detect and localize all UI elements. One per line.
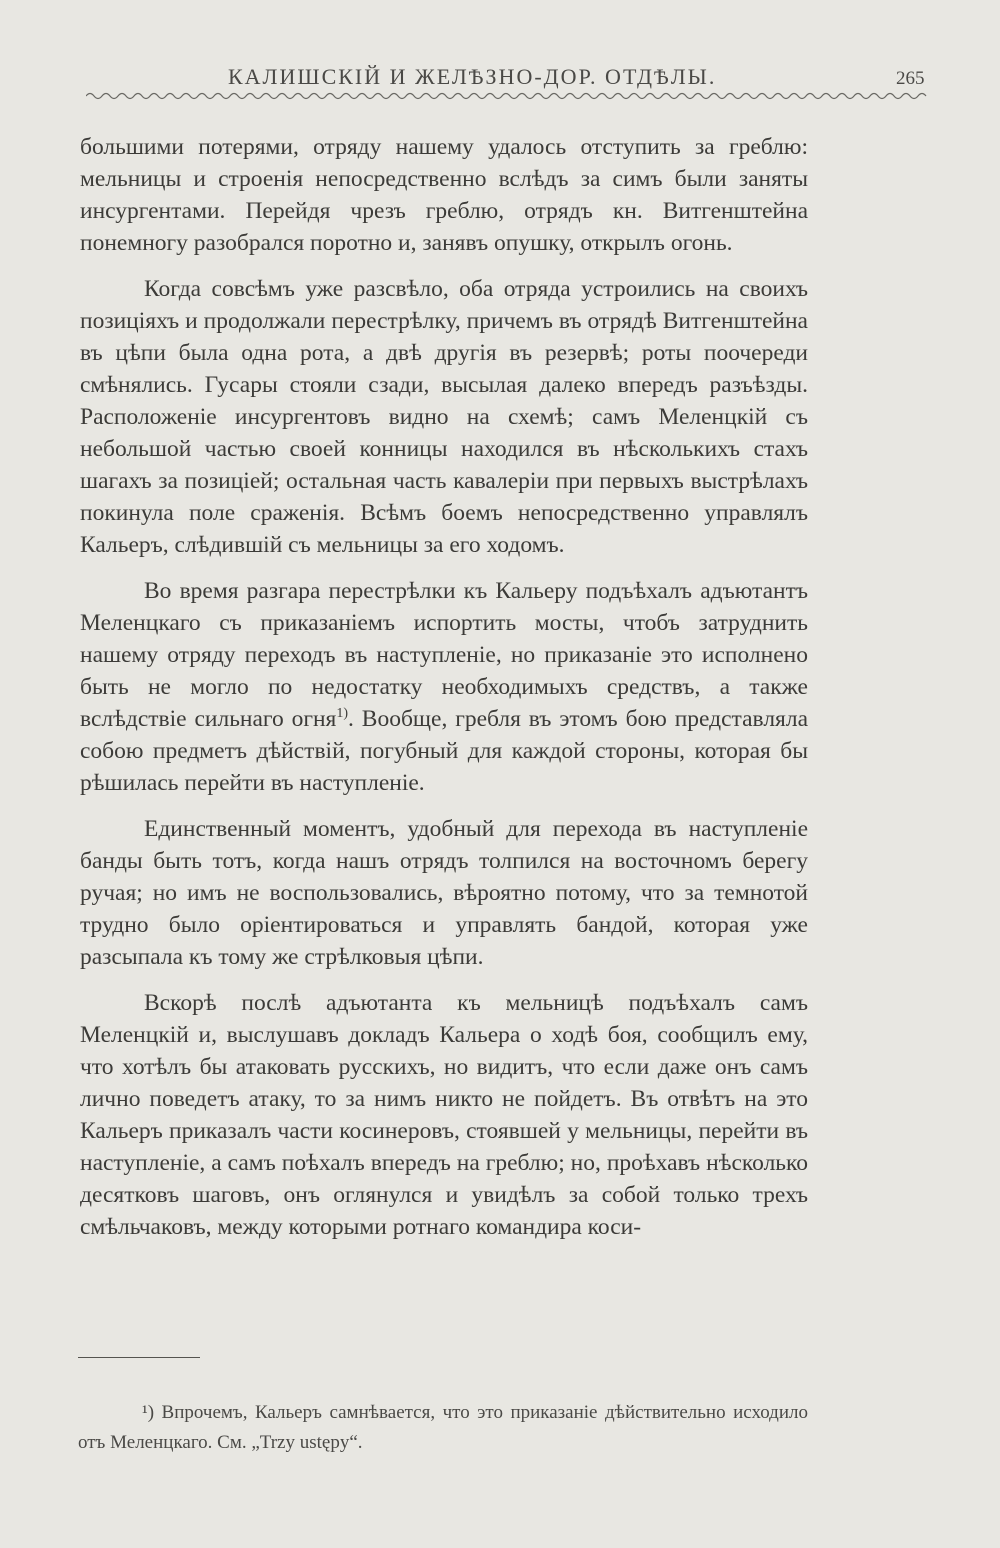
footnote-marker: ¹) bbox=[142, 1402, 155, 1423]
paragraph-1: большими потерями, отряду нашему удалось отступить за греблю: мельницы и строенія непосредственно вслѣдъ за симъ были заняты инсургентами. Перейдя чрезъ греблю, отрядъ кн. Витгенштейна понемногу разобрался поротно и, занявъ опушку, открылъ огонь. bbox=[80, 134, 808, 256]
running-title: КАЛИШСКІЙ И ЖЕЛѢЗНО-ДОР. ОТДѢЛЫ. bbox=[228, 64, 717, 89]
footnote-body bbox=[78, 1398, 808, 1458]
footnote-reference: 1) bbox=[336, 706, 349, 722]
paragraph-4: Единственный моментъ, удобный для перехода въ наступленіе банды быть тотъ, когда нашъ отрядъ толпился на восточномъ берегу ручая; но имъ не воспользовались, вѣроятно потому, что за темнотой трудно было оріентироваться и управлять бандой, которая уже разсыпала къ тому же стрѣлковыя цѣпи. bbox=[80, 816, 808, 970]
paragraph-3-period: . bbox=[348, 706, 354, 732]
paragraph-3-continuation: Вообще, гребля въ этомъ бою представляла собою предметъ дѣйствій, погубный для каждой стороны, которая бы рѣшилась перейти въ наступленіе. bbox=[80, 706, 809, 796]
footnote-text: Впрочемъ, Кальеръ самнѣвается, что это приказаніе дѣйствительно исходило отъ Меленцкаго. См. „Trzy ustępy“. bbox=[78, 1402, 808, 1453]
footnote bbox=[78, 1398, 808, 1458]
paragraph-3-text: Во время разгара перестрѣлки къ Кальеру подъѣхалъ адъютантъ Меленцкаго съ приказаніемъ испортить мосты, чтобъ затруднить нашему отряду переходъ въ наступленіе, но приказаніе это исполнено быть не могло по недостатку необходимыхъ средствъ, а также вслѣдствіе сильнаго огня bbox=[80, 578, 808, 732]
paragraph-5: Вскорѣ послѣ адъютанта къ мельницѣ подъѣхалъ самъ Меленцкій и, выслушавъ докладъ Кальера о ходѣ боя, сообщилъ ему, что хотѣлъ бы атаковать русскихъ, но видитъ, что если даже онъ самъ лично поведетъ атаку, то за нимъ никто не пойдетъ. Въ отвѣтъ на это Кальеръ приказалъ части косинеровъ, стоявшей у мельницы, перейти въ наступленіе, а самъ поѣхалъ впередъ на греблю; но, проѣхавъ нѣсколько десятковъ шаговъ, онъ оглянулся и увидѣлъ за собой только трехъ смѣльчаковъ, между которыми ротнаго командира коси- bbox=[80, 990, 808, 1240]
paragraph-3 bbox=[80, 575, 808, 799]
footnote-separator bbox=[78, 1357, 200, 1358]
header-ornament-rule bbox=[86, 90, 931, 102]
paragraph-2: Когда совсѣмъ уже разсвѣло, оба отряда устроились на своихъ позиціяхъ и продолжали перестрѣлку, причемъ въ отрядѣ Витгенштейна въ цѣпи была одна рота, а двѣ другія въ резервѣ; роты поочереди смѣнялись. Гусары стояли сзади, высылая далеко впередъ разъѣзды. Расположеніе инсургентовъ видно на схемѣ; самъ Меленцкій съ небольшой частью своей конницы находился въ нѣсколькихъ стахъ шагахъ за позиціей; остальная часть кавалеріи при первыхъ выстрѣлахъ покинула поле сраженія. Всѣмъ боемъ непосредственно управлялъ Кальеръ, слѣдившій съ мельницы за его ходомъ. bbox=[80, 276, 808, 558]
body-text bbox=[80, 131, 808, 1243]
page-number: 265 bbox=[896, 68, 925, 89]
